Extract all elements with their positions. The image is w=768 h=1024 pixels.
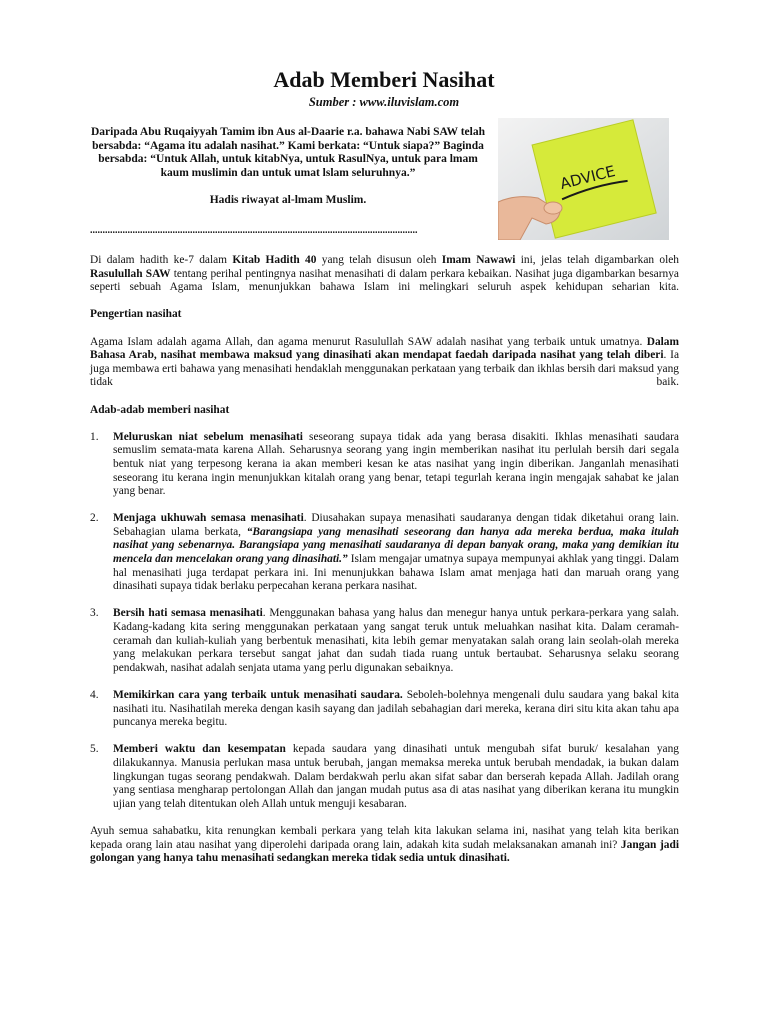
list-item: 4. Memikirkan cara yang terbaik untuk menasihati saudara. Seboleh-bolehnya mengenali dulu saudara yang bakal kita nasihati itu. Nasihatilah mereka dengan kasih sayang dan jadilah sebahagian dari mereka, kerana diri situ kita akan tahu apa puncanya mereka begitu. [90,689,679,729]
closing-paragraph: Ayuh semua sahabatku, kita renungkan kembali perkara yang telah kita lakukan selama ini, nasihat yang telah kita berikan kepada orang lain atau nasihat yang diperolehi daripada orang lain, adakah kita sudah melaksanakan amanah ini? Jangan jadi golongan yang hanya tahu menasihati sedangkan mereka tidak sedia untuk dinasihati. [90,824,679,865]
hadith-quote [90,126,486,208]
dotted-separator: ................................................................................................................................... [90,226,418,236]
advice-note-image [498,118,669,240]
list-item: 3. Bersih hati semasa menasihati. Menggunakan bahasa yang halus dan menegur hanya untuk perkara-perkara yang salah. Kadang-kadang kita sering menggunakan perkataan yang sangat teruk untuk meluahkan nasihat kita. Dalam ceramah-ceramah dan kuliah-kuliah yang berbentuk menasihati, kita lebih gemar menyatakan salah orang lain seolah-olah mereka yang melakukan perkara tersebut sangat jahat dan sudah tiada ruang untuk bertaubat. Seharusnya selaku seorang pendakwah, nasihat adalah senjata utama yang perlu digunakan sebaiknya. [90,607,679,674]
section-heading-pengertian: Pengertian nasihat [90,308,182,321]
hadith-narration: Hadis riwayat al-lmam Muslim. [209,194,367,207]
article-body [90,254,679,866]
source-line: Sumber : www.iluvislam.com [308,95,460,109]
pengertian-paragraph: Agama Islam adalah agama Allah, dan agama menurut Rasulullah SAW adalah nasihat yang terbaik untuk umatnya. Dalam Bahasa Arab, nasihat membawa maksud yang dinasihati akan mendapat faedah daripada nasihat yang telah diberi. Ia juga membawa erti bahawa yang menasihati hendaklah menggunakan perkataan yang terbaik dan ikhlas bersih dari maksud yang tidak baik. [90,335,680,389]
adab-list [90,431,679,812]
document-title: Adab Memberi Nasihat [273,67,495,92]
list-item: 5. Memberi waktu dan kesempatan kepada saudara yang dinasihati untuk mengubah sifat buruk/ kesalahan yang dilakukannya. Manusia perlukan masa untuk berubah, jangan memaksa mereka untuk berubah mendadak, ia bukan dalam lingkungan tugas seorang pendakwah. Dalam berdakwah perlu akan sifat sabar dan berserah kepada Allah. Jadilah orang yang sentiasa mengharap pertolongan Allah dan jangan mudah putus asa di atas nasihat yang diberikan kerana itu mungkin ujian yang telah ditentukan oleh Allah untuk menguji kesabaran. [90,743,679,810]
intro-paragraph: Di dalam hadith ke-7 dalam Kitab Hadith 40 yang telah disusun oleh Imam Nawawi ini, jelas telah digambarkan oleh Rasulullah SAW tentang perihal pentingnya nasihat menasihati di dalam perkara kebaikan. Nasihat juga digambarkan besarnya seperti sebuah Agama Islam, menunjukkan bahawa Islam ini melingkari seluruh aspek kehidupan seharian kita. [90,254,679,294]
advice-note-label: ADVICE [558,161,618,194]
section-heading-adab: Adab-adab memberi nasihat [90,403,230,416]
list-item: 1. Meluruskan niat sebelum menasihati seseorang supaya tidak ada yang berasa disakiti. Ikhlas menasihati saudara semuslim semata-mata karena Allah. Seharusnya seorang yang ingin memberikan nasihat itu perlulah bersih dari segala bentuk niat yang terpesong kerana ia akan memberi kesan ke atas nasihat yang ingin diberikan. Janganlah menasihati seseorang itu kerana ingin menunjukkan kitalah orang yang benar, tetapi tegurlah kerana ingin mengajak sahabat ke jalan yang benar. [90,430,679,498]
hadith-quote-text: Daripada Abu Ruqaiyyah Tamim ibn Aus al-Daarie r.a. bahawa Nabi SAW telah bersabda: “Agama itu adalah nasihat.” Kami berkata: “Untuk siapa?” Baginda bersabda: “Untuk Allah, untuk kitabNya, untuk RasulNya, untuk para lmam kaum muslimin dan untuk umat lslam seluruhnya.” [91,126,485,179]
list-item: 2. Menjaga ukhuwah semasa menasihati. Diusahakan supaya menasihati saudaranya dengan tidak diketahui orang lain. Sebahagian ulama berkata, “Barangsiapa yang menasihati seseorang dan hanya ada mereka berdua, maka itulah nasihat yang sebenarnya. Barangsiapa yang menasihati saudaranya di depan banyak orang, maka yang demikian itu mencela dan mencelakan orang yang dinasihati.” Islam mengajar umatnya supaya mempunyai akhlak yang tinggi. Dalam hal menasihati juga terdapat perkara ini. Ini menunjukkan bahawa Islam amat menjaga hati dan maruah orang yang dinasihati supaya tidak berlaku perpecahan kerana perkara nasihat. [90,512,679,593]
